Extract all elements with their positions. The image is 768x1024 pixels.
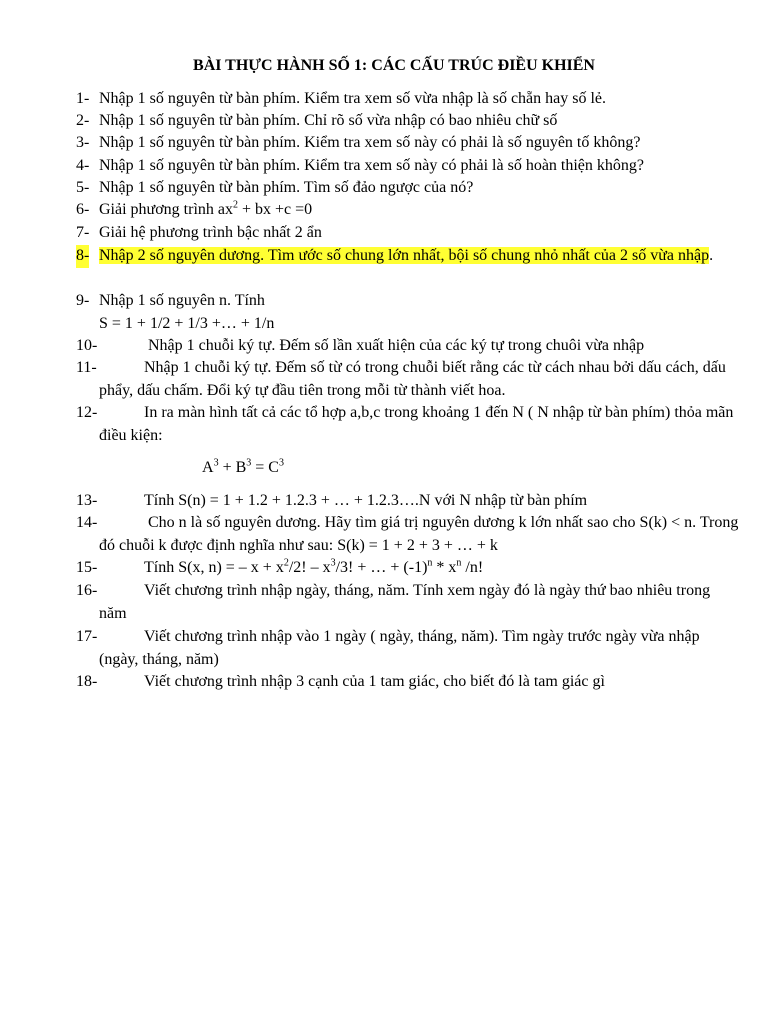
item-number: 15- <box>76 559 98 576</box>
item-text: Nhập 2 số nguyên dương. Tìm ước số chung lớn nhất, bội số chung nhỏ nhất của 2 số vừa nhập. <box>99 247 714 264</box>
item-text: Nhập 1 số nguyên từ bàn phím. Kiểm tra xem số này có phải là số hoàn thiện không? <box>99 157 645 174</box>
item-text: Nhập 1 số nguyên n. Tính S = 1 + 1/2 + 1/3 +… + 1/n <box>99 290 739 335</box>
equation: $A^3 + B^3 = C^3$ <box>202 457 284 476</box>
item-number: 17- <box>76 628 98 645</box>
item-number: 11- <box>76 359 97 376</box>
item-number: 7- <box>76 224 90 241</box>
item-text: Viết chương trình nhập 3 cạnh của 1 tam giác, cho biết đó là tam giác gì <box>144 673 605 690</box>
item-number: 10- <box>76 337 98 354</box>
item-text: Tính S(n) = 1 + 1.2 + 1.2.3 + … + 1.2.3….N với N nhập từ bàn phím <box>144 492 588 509</box>
highlighted-text: Nhập 2 số nguyên dương. Tìm ước số chung lớn nhất, bội số chung nhỏ nhất của 2 số vừa nhập <box>99 247 710 264</box>
item-number: 13- <box>76 492 98 509</box>
item-text: Viết chương trình nhập vào 1 ngày ( ngày, tháng, năm). Tìm ngày trước ngày vừa nhập (ngày, tháng, năm) <box>99 628 700 668</box>
item-number: 16- <box>76 582 98 599</box>
item-text: Giải hệ phương trình bậc nhất 2 ẩn <box>99 224 322 241</box>
item-number: 9- <box>76 292 90 309</box>
item-text: Nhập 1 số nguyên từ bàn phím. Kiểm tra xem số này có phải là số nguyên tố không? <box>99 134 641 151</box>
item-number: 18- <box>76 673 98 690</box>
item-text: Viết chương trình nhập ngày, tháng, năm. Tính xem ngày đó là ngày thứ bao nhiêu trong năm <box>99 582 711 622</box>
item-number: 2- <box>76 112 90 129</box>
item-number: 3- <box>76 134 90 151</box>
item-number: 12- <box>76 404 98 421</box>
item-text: In ra màn hình tất cả các tổ hợp a,b,c trong khoảng 1 đến N ( N nhập từ bàn phím) thỏa mãn điều kiện: <box>99 404 734 444</box>
item-text: Nhập 1 chuỗi ký tự. Đếm số lần xuất hiện của các ký tự trong chuôi vừa nhập <box>148 337 645 354</box>
item-number: 8- <box>76 245 89 268</box>
item-number: 5- <box>76 179 90 196</box>
formula: S = 1 + 1/2 + 1/3 +… + 1/n <box>99 314 275 332</box>
item-text: Tính S(x, n) = – $x + x^2/2$! – $x^3/3$! + … + $(-1)^n * x^n$ /n! <box>144 557 484 576</box>
item-number: 6- <box>76 201 90 218</box>
item-number: 4- <box>76 157 90 174</box>
document-title: BÀI THỰC HÀNH SỐ 1: CÁC CẤU TRÚC ĐIỀU KHIỂN <box>193 57 595 74</box>
item-text: Nhập 1 số nguyên từ bàn phím. Chỉ rõ số vừa nhập có bao nhiêu chữ số <box>99 112 558 129</box>
item-text: Cho n là số nguyên dương. Hãy tìm giá trị nguyên dương k lớn nhất sao cho S(k) < n. Trong đó chuỗi k được định nghĩa như sau: S(k) = 1 + 2 + 3 + … + k <box>99 514 739 554</box>
item-number: 1- <box>76 90 90 107</box>
item-text: Giải phương trình $ax^2$ + bx +c =0 <box>99 199 313 218</box>
item-text: Nhập 1 số nguyên từ bàn phím. Kiểm tra xem số vừa nhập là số chẵn hay số lẻ. <box>99 90 607 107</box>
item-text: Nhập 1 số nguyên từ bàn phím. Tìm số đảo ngược của nó? <box>99 179 474 196</box>
item-text: Nhập 1 chuỗi ký tự. Đếm số từ có trong chuỗi biết rằng các từ cách nhau bởi dấu cách, dấu phẩy, dấu chấm. Đổi ký tự đầu tiên trong mỗi từ thành viết hoa. <box>99 359 726 399</box>
item-number: 14- <box>76 514 98 531</box>
